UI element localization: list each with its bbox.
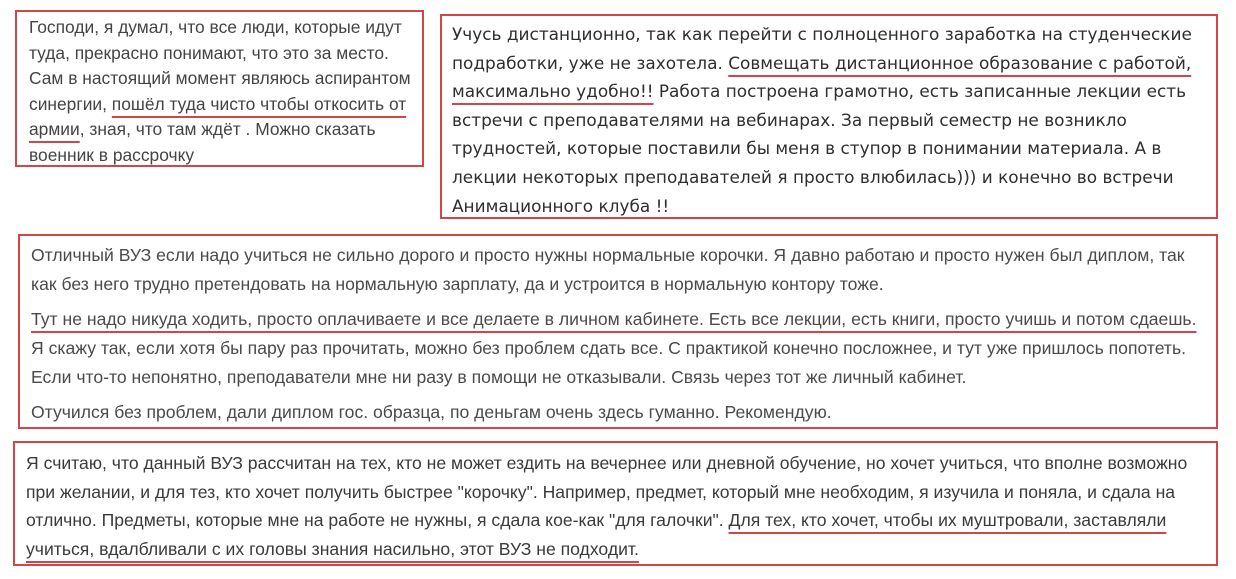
- highlighted-phrase: Тут не надо никуда ходить, просто оплачиваете и все делаете в личном кабинете. Есть все лекции, есть книги, просто учишь и потом сдаешь.: [31, 309, 1197, 329]
- review-text: [452, 20, 1208, 220]
- highlighted-phrase: Для тех, кто хочет, чтобы их муштровали, заставляли учиться, вдалбливали с их головы знания насильно, этот ВУЗ не подходит.: [26, 510, 1167, 559]
- review-text-segment: Учусь дистанционно, так как перейти с полноценного заработка на студенческие подработки, уже не захотела.: [452, 24, 1192, 73]
- review-text-segment: Отучился без проблем, дали диплом гос. образца, по деньгам очень здесь гуманно. Рекомендую.: [31, 402, 832, 422]
- review-text-segment: , зная, что там ждёт . Можно сказать военник в рассрочку: [29, 119, 376, 165]
- highlighted-phrase: пошёл туда чисто чтобы откосить от армии: [29, 93, 407, 139]
- review-text-segment: Господи, я думал, что все люди, которые идут туда, прекрасно понимают, что это за место. Сам в настоящий момент являюсь аспирантом синергии,: [29, 17, 411, 114]
- review-text: [29, 15, 412, 168]
- review-card-4: [13, 441, 1218, 566]
- review-paragraph: [31, 398, 1206, 427]
- review-card-1: [15, 10, 424, 167]
- review-text: [26, 449, 1208, 563]
- highlighted-phrase: Совмещать дистанционное образование с работой, максимально удобно!!: [452, 52, 1192, 102]
- review-card-2: [440, 14, 1218, 219]
- review-text-segment: Я скажу так, если хотя бы пару раз прочитать, можно без проблем сдать все. С практикой конечно посложнее, и тут уже пришлось попотеть. Если что-то непонятно, преподаватели мне ни разу в помощи не отказывали. Связь через тот же личный кабинет.: [31, 338, 1187, 387]
- review-paragraph: [31, 241, 1206, 299]
- review-text-segment: Работа построена грамотно, есть записанные лекции есть встречи с преподавателями на вебинарах. За первый семестр не возникло трудностей, которые поставили бы меня в ступор в понимании материала. А в лекции некоторых преподавателей я просто влюбилась))) и конечно во встречи Анимационного клуба !!: [452, 81, 1187, 216]
- review-paragraph: [31, 305, 1206, 392]
- review-card-3: [18, 234, 1218, 429]
- review-text-segment: Отличный ВУЗ если надо учиться не сильно дорого и просто нужны нормальные корочки. Я давно работаю и просто нужен был диплом, так как без него трудно претендовать на нормальную зарплату, да и устроится в нормальную контору тоже.: [31, 245, 1185, 294]
- review-text-segment: Я считаю, что данный ВУЗ рассчитан на тех, кто не может ездить на вечернее или дневной обучение, но хочет учиться, что вполне возможно при желании, и для тез, кто хочет получить быстрее "корочку". Например, предмет, который мне необходим, я изучила и поняла, и сдала на отлично. Предметы, которые мне на работе не нужны, я сдала кое-как "для галочки".: [26, 453, 1188, 531]
